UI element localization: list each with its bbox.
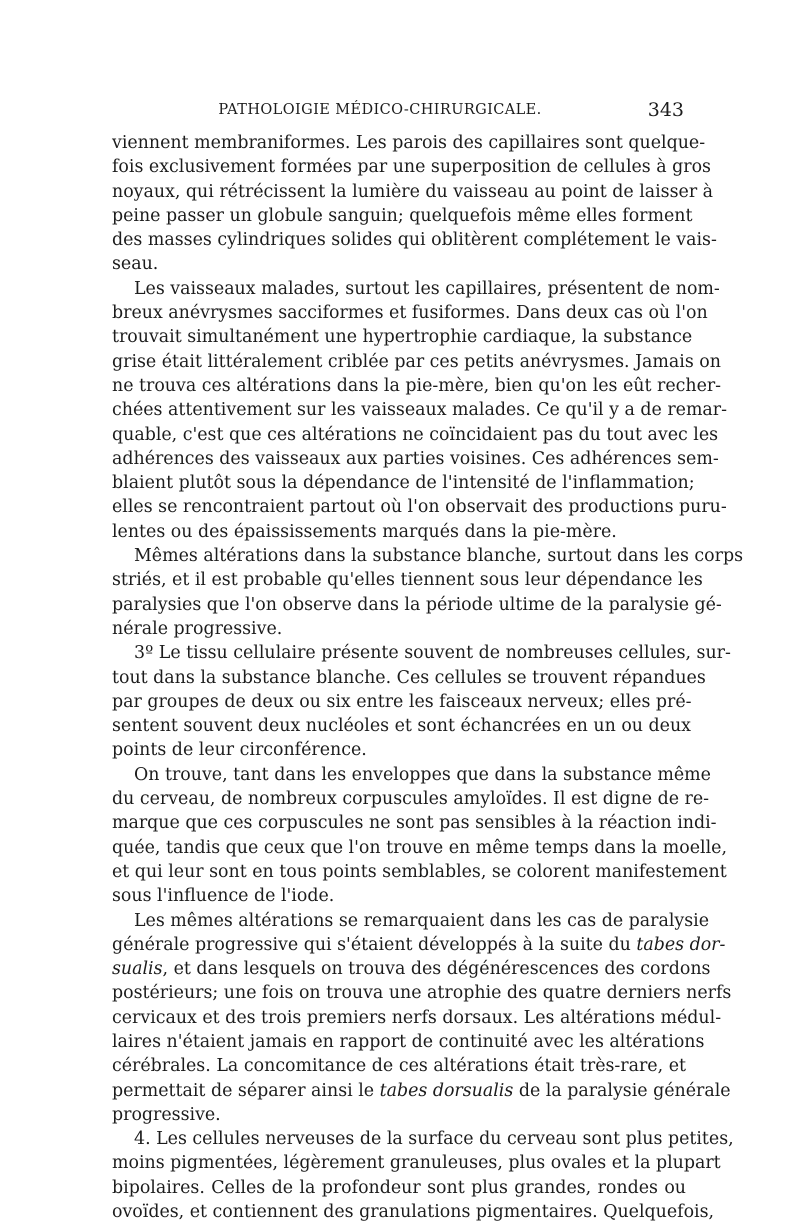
text-line: cérébrales. La concomitance de ces altérations était très-rare, et — [112, 1056, 686, 1077]
text-line: breux anévrysmes sacciformes et fusiformes. Dans deux cas où l'on — [112, 303, 708, 324]
running-title: PATHOLOIGIE MÉDICO-CHIRURGICALE. — [218, 102, 542, 118]
text-line: viennent membraniformes. Les parois des capillaires sont quelque- — [112, 133, 706, 153]
text-line: 4. Les cellules nerveuses de la surface du cerveau sont plus petites, — [134, 1129, 734, 1150]
text-line: nérale progressive. — [112, 618, 283, 639]
italic-term: sualis — [112, 959, 163, 980]
text-line: sentent souvent deux nucléoles et sont échancrées en un ou deux — [112, 716, 691, 737]
text-line: postérieurs; une fois on trouva une atrophie des quatre derniers nerfs — [112, 983, 732, 1004]
text-line: ne trouva ces altérations dans la pie-mère, bien qu'on les eût recher- — [112, 375, 722, 396]
text-line: des masses cylindriques solides qui oblitèrent complétement le vais- — [112, 230, 717, 251]
text-line: elles se rencontraient partout où l'on observait des productions puru- — [112, 497, 727, 518]
text-line: On trouve, tant dans les enveloppes que dans la substance même — [134, 764, 711, 785]
text-line: du cerveau, de nombreux corpuscules amyloïdes. Il est digne de re- — [112, 789, 710, 810]
text-line: adhérences des vaisseaux aux parties voisines. Ces adhérences sem- — [112, 448, 719, 469]
text-line: progressive. — [112, 1104, 221, 1125]
text-line: Mêmes altérations dans la substance blanche, surtout dans les corps — [134, 546, 744, 567]
text-line: peine passer un globule sanguin; quelquefois même elles forment — [112, 205, 693, 226]
text-line — [112, 933, 726, 957]
italic-term: tabes dorsualis — [379, 1080, 514, 1101]
text-line: noyaux, qui rétrécissent la lumière du vaisseau au point de laisser à — [112, 181, 714, 202]
text-line: sous l'influence de l'iode. — [112, 886, 335, 907]
page-number: 343 — [647, 99, 684, 121]
text-line: Les mêmes altérations se remarquaient dans les cas de paralysie — [134, 910, 709, 931]
text-line: cervicaux et des trois premiers nerfs dorsaux. Les altérations médul- — [112, 1007, 722, 1028]
text-line — [112, 1079, 731, 1103]
text-line: 3º Le tissu cellulaire présente souvent de nombreuses cellules, sur- — [134, 643, 731, 664]
text-line: trouvait simultanément une hypertrophie cardiaque, la substance — [112, 327, 693, 348]
italic-term: tabes dor- — [636, 934, 726, 955]
text-segment: permettait de séparer ainsi le — [112, 1080, 375, 1101]
body-text — [112, 131, 744, 1224]
text-line: fois exclusivement formées par une superposition de cellules à gros — [112, 157, 711, 178]
text-line: striés, et il est probable qu'elles tiennent sous leur dépendance les — [112, 570, 703, 591]
text-line: laires n'étaient jamais en rapport de continuité avec les altérations — [112, 1031, 705, 1052]
text-line: seau. — [112, 254, 159, 275]
text-line: marque que ces corpuscules ne sont pas sensibles à la réaction indi- — [112, 813, 717, 834]
text-line: paralysies que l'on observe dans la période ultime de la paralysie gé- — [112, 594, 722, 615]
text-line: tout dans la substance blanche. Ces cellules se trouvent répandues — [112, 667, 706, 688]
text-line: ovoïdes, et contiennent des granulations pigmentaires. Quelquefois, — [112, 1202, 715, 1223]
text-line: chées attentivement sur les vaisseaux malades. Ce qu'il y a de remar- — [112, 400, 727, 421]
text-line: moins pigmentées, légèrement granuleuses, plus ovales et la plupart — [112, 1153, 721, 1174]
running-header — [112, 99, 684, 123]
text-line: lentes ou des épaississements marqués dans la pie-mère. — [112, 521, 617, 542]
text-line: grise était littéralement criblée par ces petits anévrysmes. Jamais on — [112, 351, 721, 372]
text-line — [112, 957, 711, 981]
text-line: quable, c'est que ces altérations ne coïncidaient pas du tout avec les — [112, 424, 719, 445]
text-line: Les vaisseaux malades, surtout les capillaires, présentent de nom- — [134, 278, 720, 299]
text-line: blaient plutôt sous la dépendance de l'intensité de l'inflammation; — [112, 473, 695, 494]
text-segment: de la paralysie générale — [518, 1080, 731, 1101]
text-line: points de leur circonférence. — [112, 740, 367, 761]
text-line: bipolaires. Celles de la profondeur sont plus grandes, rondes ou — [112, 1177, 686, 1198]
text-line: par groupes de deux ou six entre les faisceaux nerveux; elles pré- — [112, 691, 692, 712]
text-line: quée, tandis que ceux que l'on trouve en même temps dans la moelle, — [112, 837, 727, 858]
text-segment: , et dans lesquels on trouva des dégénérescences des cordons — [162, 959, 711, 980]
text-segment: générale progressive qui s'étaient développés à la suite du — [112, 934, 631, 955]
text-line: et qui leur sont en tous points semblables, se colorent manifestement — [112, 861, 727, 882]
